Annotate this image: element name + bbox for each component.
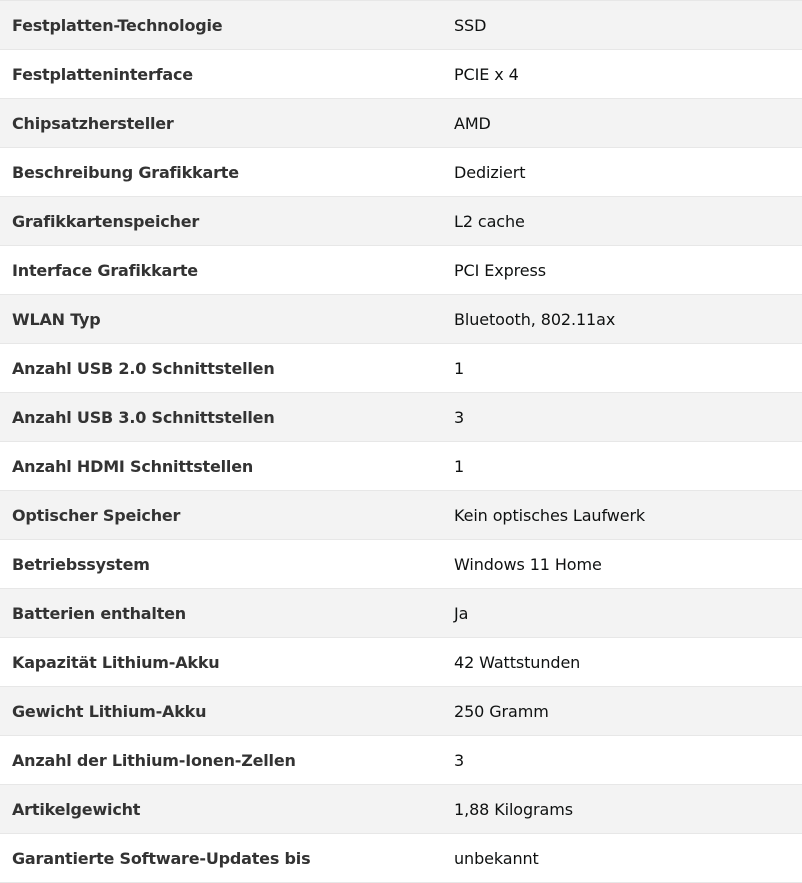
spec-row-graphics-description xyxy=(0,148,802,197)
spec-label: Anzahl der Lithium-Ionen-Zellen xyxy=(12,750,296,770)
spec-label: Anzahl USB 3.0 Schnittstellen xyxy=(12,407,275,427)
spec-label: Optischer Speicher xyxy=(12,505,181,525)
spec-row-optical-drive xyxy=(0,491,802,540)
spec-label: Chipsatzhersteller xyxy=(12,113,174,133)
spec-label: Betriebssystem xyxy=(12,554,150,574)
spec-row-usb3-ports xyxy=(0,393,802,442)
spec-value: 1 xyxy=(454,456,465,476)
spec-row-hdmi-ports xyxy=(0,442,802,491)
spec-row-item-weight xyxy=(0,785,802,834)
spec-row-disk-technology xyxy=(0,1,802,50)
spec-value: 3 xyxy=(454,407,465,427)
spec-row-graphics-memory xyxy=(0,197,802,246)
spec-value: 1,88 Kilograms xyxy=(454,799,573,819)
spec-row-batteries-included xyxy=(0,589,802,638)
spec-label: Grafikkartenspeicher xyxy=(12,211,200,231)
spec-label: Festplatten-Technologie xyxy=(12,15,223,35)
spec-value: L2 cache xyxy=(454,211,525,231)
spec-row-chipset-manufacturer xyxy=(0,99,802,148)
spec-row-wlan-type xyxy=(0,295,802,344)
spec-label: Anzahl USB 2.0 Schnittstellen xyxy=(12,358,275,378)
spec-row-battery-cells xyxy=(0,736,802,785)
spec-row-disk-interface xyxy=(0,50,802,99)
spec-label: Interface Grafikkarte xyxy=(12,260,198,280)
spec-value: 42 Wattstunden xyxy=(454,652,581,672)
spec-value: PCI Express xyxy=(454,260,547,280)
spec-value: 250 Gramm xyxy=(454,701,549,721)
spec-label: Gewicht Lithium-Akku xyxy=(12,701,207,721)
spec-value: Windows 11 Home xyxy=(454,554,602,574)
spec-row-battery-weight xyxy=(0,687,802,736)
spec-value: 1 xyxy=(454,358,465,378)
spec-label: Batterien enthalten xyxy=(12,603,186,623)
spec-table-body xyxy=(0,1,802,883)
spec-value: SSD xyxy=(454,15,487,35)
spec-value: Ja xyxy=(454,603,469,623)
spec-value: Bluetooth, 802.11ax xyxy=(454,309,616,329)
spec-label: Garantierte Software-Updates bis xyxy=(12,848,311,868)
spec-value: Dediziert xyxy=(454,162,526,182)
spec-row-operating-system xyxy=(0,540,802,589)
spec-label: Anzahl HDMI Schnittstellen xyxy=(12,456,254,476)
spec-row-software-updates xyxy=(0,834,802,883)
spec-value: AMD xyxy=(454,113,491,133)
spec-label: WLAN Typ xyxy=(12,309,101,329)
spec-value: unbekannt xyxy=(454,848,539,868)
spec-label: Beschreibung Grafikkarte xyxy=(12,162,239,182)
spec-row-usb2-ports xyxy=(0,344,802,393)
spec-row-graphics-interface xyxy=(0,246,802,295)
spec-value: 3 xyxy=(454,750,465,770)
spec-label: Kapazität Lithium-Akku xyxy=(12,652,220,672)
spec-value: Kein optisches Laufwerk xyxy=(454,505,646,525)
spec-label: Artikelgewicht xyxy=(12,799,141,819)
spec-value: PCIE x 4 xyxy=(454,64,519,84)
spec-row-battery-capacity xyxy=(0,638,802,687)
spec-label: Festplatteninterface xyxy=(12,64,193,84)
